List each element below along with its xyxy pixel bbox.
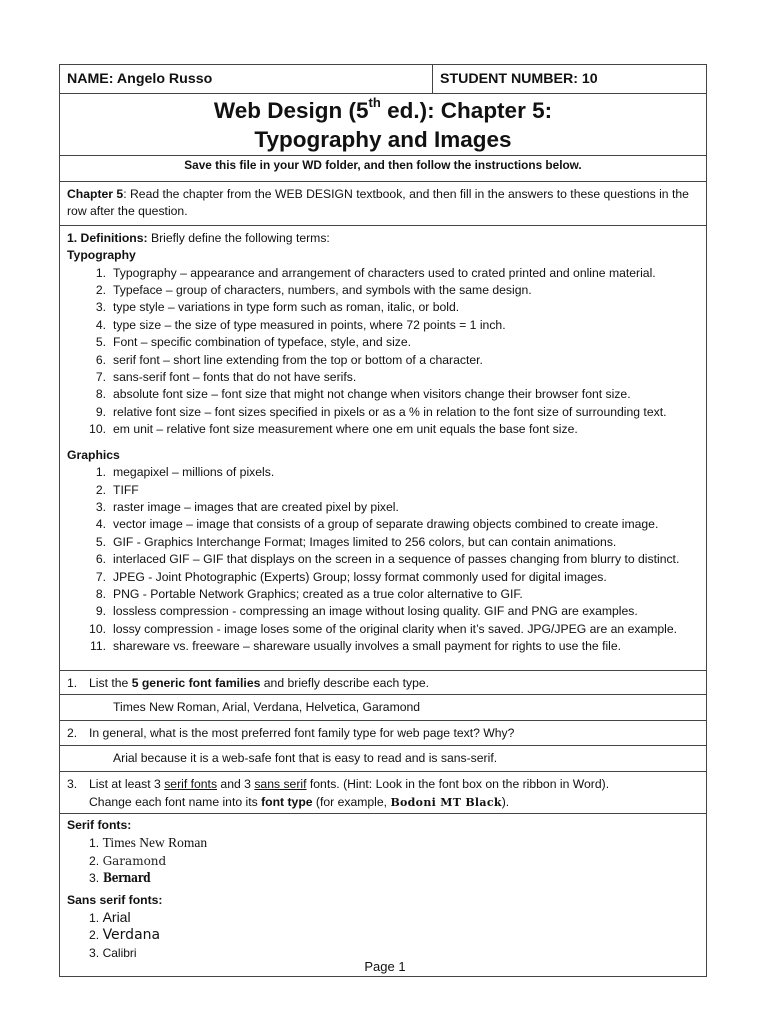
typography-list (67, 265, 700, 439)
item-number: 10. (89, 621, 106, 636)
item-number: 2. (89, 928, 100, 943)
item-number: 7. (95, 370, 106, 385)
list-item (67, 586, 700, 603)
question-2-text (67, 725, 700, 742)
question-number: 2. (67, 726, 78, 741)
chapter-instructions (60, 181, 706, 225)
question-3 (60, 771, 706, 976)
question-2-answer: Arial because it is a web-safe font that is easy to read and is sans-serif. (113, 750, 498, 765)
item-text: relative font size – font sizes specified in pixels or as a % in relation to the font size of surrounding text. (113, 404, 667, 419)
item-text: GIF - Graphics Interchange Format; Images limited to 256 colors, but can contain animations. (113, 534, 617, 549)
graphics-list (67, 464, 700, 655)
list-item (67, 482, 700, 499)
item-number: 1. (95, 265, 106, 280)
item-number: 10. (89, 422, 106, 437)
question-text: In general, what is the most preferred font family type for web page text? Why? (89, 726, 515, 741)
item-text: type style – variations in type form such as roman, italic, or bold. (113, 300, 460, 315)
item-text: raster image – images that are created pixel by pixel. (113, 499, 399, 514)
student-number: STUDENT NUMBER: 10 (440, 71, 598, 87)
list-item (67, 870, 700, 887)
page-subtitle: Typography and Images (254, 127, 512, 152)
item-number: 1. (89, 836, 100, 851)
item-number: 7. (95, 569, 106, 584)
student-name: NAME: Angelo Russo (60, 65, 433, 93)
list-item (67, 516, 700, 533)
graphics-heading: Graphics (67, 447, 120, 462)
item-text: PNG - Portable Network Graphics; created as a true color alternative to GIF. (113, 586, 523, 601)
item-text: TIFF (113, 482, 139, 497)
item-number: 3. (95, 499, 106, 514)
item-text: em unit – relative font size measurement where one em unit equals the base font size. (113, 422, 578, 437)
item-text: lossy compression - image loses some of the original clarity when it’s saved. JPG/JPEG are an example. (113, 621, 678, 636)
list-item (67, 499, 700, 516)
question-text: Change each font name into its (89, 794, 262, 809)
item-text: interlaced GIF – GIF that displays on the screen in a sequence of passes changing from blurry to distinct. (113, 552, 680, 567)
worksheet-table (59, 64, 707, 977)
chapter-label: Chapter 5 (67, 187, 124, 201)
definitions-section (60, 225, 706, 670)
list-item (67, 299, 700, 316)
serif-font-list (67, 834, 700, 887)
question-2 (60, 720, 706, 771)
question-number: 3. (67, 777, 78, 792)
question-1-text (67, 675, 700, 692)
question-text: ). (501, 794, 510, 809)
item-number: 9. (95, 604, 106, 619)
list-item (67, 404, 700, 421)
instruction-row: Save this file in your WD folder, and then follow the instructions below. (60, 155, 706, 181)
question-text-underlined: sans serif (254, 777, 307, 792)
question-text-underlined: serif fonts (164, 777, 218, 792)
list-item (67, 927, 700, 944)
item-number: 3. (95, 300, 106, 315)
title-part: ed.): Chapter 5: (380, 98, 553, 123)
chapter-text: : Read the chapter from the WEB DESIGN textbook, and then fill in the answers to these questions in the row after the question. (67, 187, 689, 219)
item-text: shareware vs. freeware – shareware usually involves a small payment for rights to use the file. (113, 639, 622, 654)
item-text: megapixel – millions of pixels. (113, 465, 275, 480)
sans-font-verdana: Verdana (102, 927, 161, 944)
item-number: 1. (89, 911, 100, 926)
question-3-text (67, 776, 700, 793)
item-number: 4. (95, 317, 106, 332)
header-row (60, 65, 706, 93)
item-number: 9. (95, 404, 106, 419)
question-text-bold: font type (261, 794, 313, 809)
item-text: type size – the size of type measured in points, where 72 points = 1 inch. (113, 317, 506, 332)
item-number: 3. (89, 871, 100, 886)
question-1-answer: Times New Roman, Arial, Verdana, Helvetica, Garamond (113, 699, 421, 714)
list-item (67, 352, 700, 369)
definitions-text: Briefly define the following terms: (147, 230, 330, 245)
sans-font-calibri: Calibri (102, 945, 137, 960)
list-item (67, 282, 700, 299)
list-item (67, 334, 700, 351)
font-example: Bodoni MT Black (390, 795, 502, 809)
question-1 (60, 670, 706, 721)
serif-heading: Serif fonts: (67, 818, 132, 832)
title-part: Web Design (5 (213, 98, 369, 123)
question-text: and 3 (217, 777, 255, 792)
item-number: 2. (89, 853, 100, 868)
item-text: lossless compression - compressing an image without losing quality. GIF and PNG are examples. (113, 604, 638, 619)
item-number: 3. (89, 945, 100, 960)
item-text: JPEG - Joint Photographic (Experts) Group; lossy format commonly used for digital images. (113, 569, 607, 584)
serif-font-times: Times New Roman (102, 835, 208, 851)
item-text: Font – specific combination of typeface, style, and size. (113, 335, 412, 350)
question-text: List at least 3 (89, 777, 165, 792)
list-item (67, 265, 700, 282)
definitions-label: 1. Definitions: (67, 230, 148, 245)
item-number: 5. (95, 534, 106, 549)
item-number: 8. (95, 586, 106, 601)
list-item (67, 621, 700, 638)
serif-font-garamond: Garamond (102, 853, 167, 868)
item-number: 2. (95, 482, 106, 497)
list-item (67, 386, 700, 403)
item-text: absolute font size – font size that might not change when visitors change their browser font size. (113, 387, 631, 402)
item-text: serif font – short line extending from the top or bottom of a character. (113, 352, 483, 367)
item-number: 11. (89, 639, 106, 654)
item-number: 6. (95, 352, 106, 367)
item-text: vector image – image that consists of a group of separate drawing objects combined to create image. (113, 517, 659, 532)
serif-font-bernard: Bernard (102, 871, 150, 887)
list-item (67, 853, 700, 870)
list-item (67, 569, 700, 586)
page-number: Page 1 (364, 959, 406, 974)
item-text: Typography – appearance and arrangement of characters used to crated printed and online material. (113, 265, 656, 280)
item-text: Typeface – group of characters, numbers, and symbols with the same design. (113, 283, 532, 298)
question-number: 1. (67, 675, 78, 690)
list-item (67, 638, 700, 655)
question-text: fonts. (Hint: Look in the font box on the ribbon in Word). (306, 777, 610, 792)
list-item (67, 551, 700, 568)
question-text: and briefly describe each type. (260, 675, 430, 690)
list-item (67, 369, 700, 386)
title-superscript: th (368, 94, 381, 110)
list-item (67, 317, 700, 334)
title-row (60, 93, 706, 155)
item-number: 5. (95, 335, 106, 350)
item-number: 1. (95, 465, 106, 480)
question-3-text-line2 (67, 794, 700, 811)
list-item (67, 464, 700, 481)
list-item (67, 421, 700, 438)
item-number: 6. (95, 552, 106, 567)
sans-heading: Sans serif fonts: (67, 892, 163, 907)
question-text: (for example, (312, 794, 391, 809)
sans-font-arial: Arial (102, 909, 131, 926)
item-number: 8. (95, 387, 106, 402)
list-item (67, 834, 700, 852)
list-item (67, 603, 700, 620)
question-text: List the (89, 675, 132, 690)
page-title (60, 96, 706, 125)
item-number: 2. (95, 283, 106, 298)
item-number: 4. (95, 517, 106, 532)
item-text: sans-serif font – fonts that do not have serifs. (113, 370, 357, 385)
typography-heading: Typography (67, 248, 136, 263)
sans-font-list (67, 909, 700, 962)
list-item (67, 909, 700, 927)
question-text-bold: 5 generic font families (131, 675, 261, 690)
list-item (67, 534, 700, 551)
